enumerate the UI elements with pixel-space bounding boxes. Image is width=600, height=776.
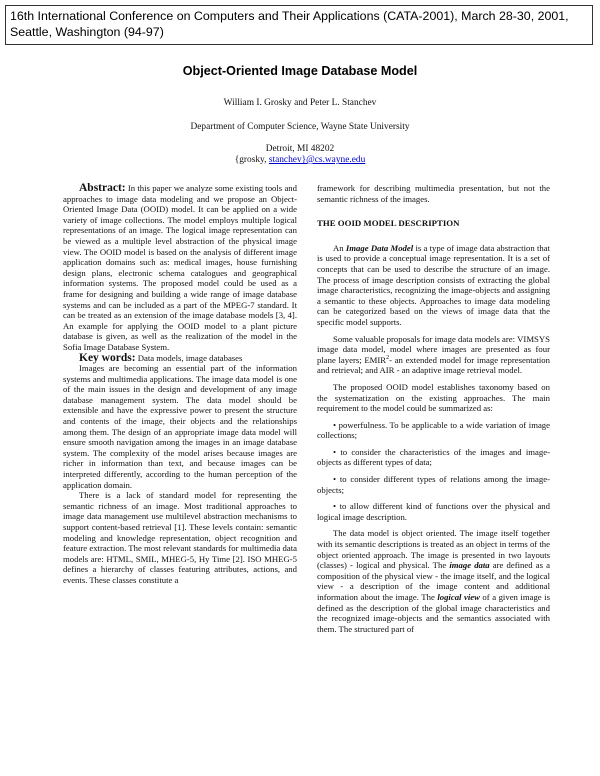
conference-citation: 16th International Conference on Computers and Their Applications (CATA-2001), March 28-30, 2001, Seattle, Washington (94-97) (10, 9, 569, 39)
p2-before: Some valuable proposals for image data models are: VIMSYS image data model, model where images are presented as four plane layers; EMIR (317, 333, 550, 365)
bullet-glyph: • (333, 419, 337, 430)
bullet-glyph: • (333, 446, 337, 457)
email-link[interactable]: stanchev}@cs.wayne.edu (268, 155, 366, 165)
left-column (63, 183, 297, 586)
section-heading: THE OOID MODEL DESCRIPTION (317, 218, 460, 229)
abstract-heading: Abstract: (79, 182, 126, 194)
model-paragraph-4 (317, 528, 550, 634)
conference-citation-box (5, 5, 593, 45)
continuation-paragraph: framework for describing multimedia presentation, but not the semantic richness of the images. (317, 183, 550, 204)
city-line: Detroit, MI 48202 (265, 144, 335, 154)
abstract-text: In this paper we analyze some existing tools and approaches to image data modeling and we propose an Object-Oriented Image Data (OOID) model. It can be applied on a wide variety of image collections. The model employs multiple logical representations of an image. The logical image representation can be viewed as a multiple level abstraction of the physical image view. The OOID model is based on the analysis of different image application domains such as: medical images, house furnishing design plans, electronic schema catalogues and geographical information systems. The proposed model could be used as a frame for designing and building a wide range of image database systems and can be included as a part of the MPEG-7 standard. It can be treated as an extension of the image database models [3, 4]. An example for applying the OOID model to a plant picture database is given, as well as the realization of the model in the Sofia Image Database System. (63, 183, 297, 352)
p4-part-c: of a given image is defined as the description of the global image characteristics and the recognized image-objects and the semantics associated with them. The structured part of (317, 592, 550, 634)
keywords-text: Data models, image databases (137, 352, 243, 363)
intro-paragraph-1: Images are becoming an essential part of the information systems and multimedia applications. The image data model is one of the main issues in the design and development of any image database management system. The data model should be extensible and have the expressive power to present the structure and contents of the image, their objects and the relationships among them. The design of an appropriate image data model will ensure smooth navigation among the images in an image database system. The complexity of the model arises because images are richer in information than text, and because images can be interpreted differently, according to the human perception of the application domain. (63, 363, 297, 490)
p1-before: An (333, 242, 346, 253)
logical-view-term: logical view (437, 592, 480, 602)
bullet-glyph: • (333, 474, 337, 485)
requirement-bullet-3 (317, 474, 550, 495)
bullet-text: to consider different types of relations among the image-objects; (317, 474, 550, 495)
email-prefix: {grosky, (234, 155, 269, 165)
keywords-line (63, 353, 297, 364)
abstract-paragraph (63, 183, 297, 353)
p4-part-b: are defined as a composition of the physical view - the image itself, and the logical view - a description of the image content and additional information about the image. The (317, 560, 550, 602)
image-data-model-term: Image Data Model (345, 242, 414, 253)
model-paragraph-2 (317, 334, 550, 376)
requirement-bullet-1 (317, 420, 550, 441)
p2-superscript: 2 (386, 354, 390, 361)
p2-after: - an extended model for image representation and retrieval; and AIR - an adaptive image retrieval model. (317, 354, 550, 376)
p4-part-a: The data model is object oriented. The image itself together with its semantic descriptions is treated as an object in terms of the object oriented approach. The image is presented in two layouts (classes) - logical and physical. The (317, 528, 550, 571)
requirement-bullet-2 (317, 447, 550, 468)
author-line: William I. Grosky and Peter L. Stanchev (223, 98, 377, 108)
requirement-bullet-4 (317, 501, 550, 522)
email-line (0, 155, 600, 165)
affiliation-line: Department of Computer Science, Wayne State University (190, 122, 410, 132)
bullet-text: powerfulness. To be applicable to a wide variation of image collections; (317, 419, 551, 441)
bullet-glyph: • (333, 501, 337, 512)
model-paragraph-1 (317, 243, 550, 328)
p1-after: is a type of image data abstraction that is used to provide a conceptual image representation. It is a set of concepts that can be used to describe the structure of an image. The process of image description consists of extracting the global image characteristics, recognizing the image-objects and assigning a semantic to these objects. Approaches to image data modeling can be categorized based on the views of image data that the specific model supports. (317, 242, 550, 327)
image-data-term: image data (449, 560, 490, 571)
right-column (317, 183, 550, 634)
keywords-heading: Key words: (79, 351, 136, 364)
model-paragraph-3: The proposed OOID model establishes taxonomy based on the systematization on the existing approaches. The main requirement to the model could be summarized as: (317, 381, 550, 414)
paper-title: Object-Oriented Image Database Model (182, 64, 418, 78)
bullet-text: to consider the characteristics of the images and image-objects as different types of data; (317, 446, 550, 468)
intro-paragraph-2: There is a lack of standard model for representing the semantic richness of an image. Most traditional approaches to image data management use multilevel abstraction mechanisms to support content-based retrieval [1]. These levels contain: semantic modeling and knowledge representation, object recognition and feature extraction. The most relevant standards for multimedia data models are: HTML, SMIL, MHEG-5, Hy Time [2]. ISO MHEG-5 defines a hierarchy of classes featuring attributes, actions, and events. These classes constitute a (63, 490, 297, 585)
bullet-text: to allow different kind of functions over the physical and logical image description. (317, 501, 550, 522)
